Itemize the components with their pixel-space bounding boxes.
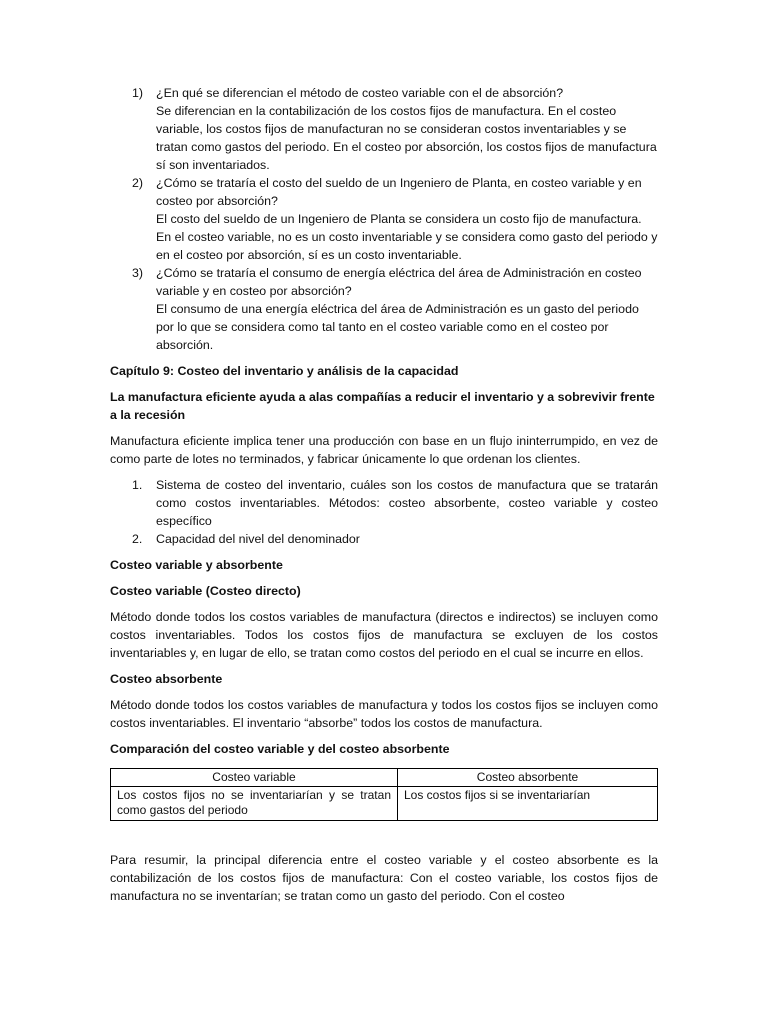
comparison-table [110,768,658,821]
section-heading: Costeo variable y absorbente [110,558,283,572]
document-page [110,84,658,905]
section-heading: Comparación del costeo variable y del costeo absorbente [110,742,450,756]
column-header: Costeo absorbente [398,769,658,787]
list-item-text: Sistema de costeo del inventario, cuáles son los costos de manufactura que se tratarán como costos inventariables. Métodos: costeo absorbente, costeo variable y costeo específico [156,478,658,528]
table-header-row [111,769,658,787]
steps-list [110,476,658,548]
section-heading: Costeo absorbente [110,672,223,686]
list-number: 2. [132,532,143,546]
questions-list [110,84,658,354]
list-item-text: Capacidad del nivel del denominador [156,532,360,546]
list-item [110,84,658,174]
table-cell: Los costos fijos no se inventariarían y se tratan como gastos del periodo [111,787,398,821]
list-item [110,530,658,548]
question-text: ¿Cómo se trataría el consumo de energía eléctrica del área de Administración en costeo variable y en costeo por absorción? [156,266,642,298]
answer-text: El consumo de una energía eléctrica del área de Administración es un gasto del periodo por lo que se considera como tal tanto en el costeo variable como en el costeo por absorción. [156,302,639,352]
question-text: ¿Cómo se trataría el costo del sueldo de un Ingeniero de Planta, en costeo variable y en costeo por absorción? [156,176,642,208]
list-number: 2) [132,176,144,190]
list-item [110,174,658,264]
section-paragraph: Método donde todos los costos variables de manufactura (directos e indirectos) se incluyen como costos inventariables. Todos los costos fijos de manufactura se excluyen de los costos inventariables y, en lugar de ello, se tratan como costos del periodo en el cual se incurre en ellos. [110,610,658,660]
table-cell: Los costos fijos si se inventariarían [398,787,658,821]
answer-text: El costo del sueldo de un Ingeniero de Planta se considera un costo fijo de manufactura. En el costeo variable, no es un costo inventariable y se considera como gasto del periodo y en el costeo por absorción, sí es un costo inventariable. [156,212,658,262]
answer-text: Se diferencian en la contabilización de los costos fijos de manufactura. En el costeo variable, los costos fijos de manufacturan no se consideran costos inventariables y se tratan como gastos del periodo. En el costeo por absorción, los costos fijos de manufactura sí son inventariados. [156,104,657,172]
list-number: 1. [132,478,143,492]
summary-paragraph: Para resumir, la principal diferencia entre el costeo variable y el costeo absorbente es la contabilización de los costos fijos de manufactura: Con el costeo variable, los costos fijos de manufactura no se inventarían; se tratan como un gasto del periodo. Con el costeo [110,853,658,903]
question-text: ¿En qué se diferencian el método de costeo variable con el de absorción? [156,86,564,100]
chapter-title: Capítulo 9: Costeo del inventario y análisis de la capacidad [110,364,459,378]
column-header: Costeo variable [111,769,398,787]
section-paragraph: Método donde todos los costos variables de manufactura y todos los costos fijos se incluyen como costos inventariables. El inventario “absorbe” todos los costos de manufactura. [110,698,658,730]
list-item [110,476,658,530]
list-item [110,264,658,354]
table-row [111,787,658,821]
section-heading: Costeo variable (Costeo directo) [110,584,301,598]
list-number: 3) [132,266,144,280]
intro-paragraph: Manufactura eficiente implica tener una producción con base en un flujo ininterrumpido, en vez de como parte de lotes no terminados, y fabricar únicamente lo que ordenan los clientes. [110,434,658,466]
chapter-subtitle: La manufactura eficiente ayuda a alas compañías a reducir el inventario y a sobrevivir frente a la recesión [110,390,655,422]
list-number: 1) [132,86,144,100]
